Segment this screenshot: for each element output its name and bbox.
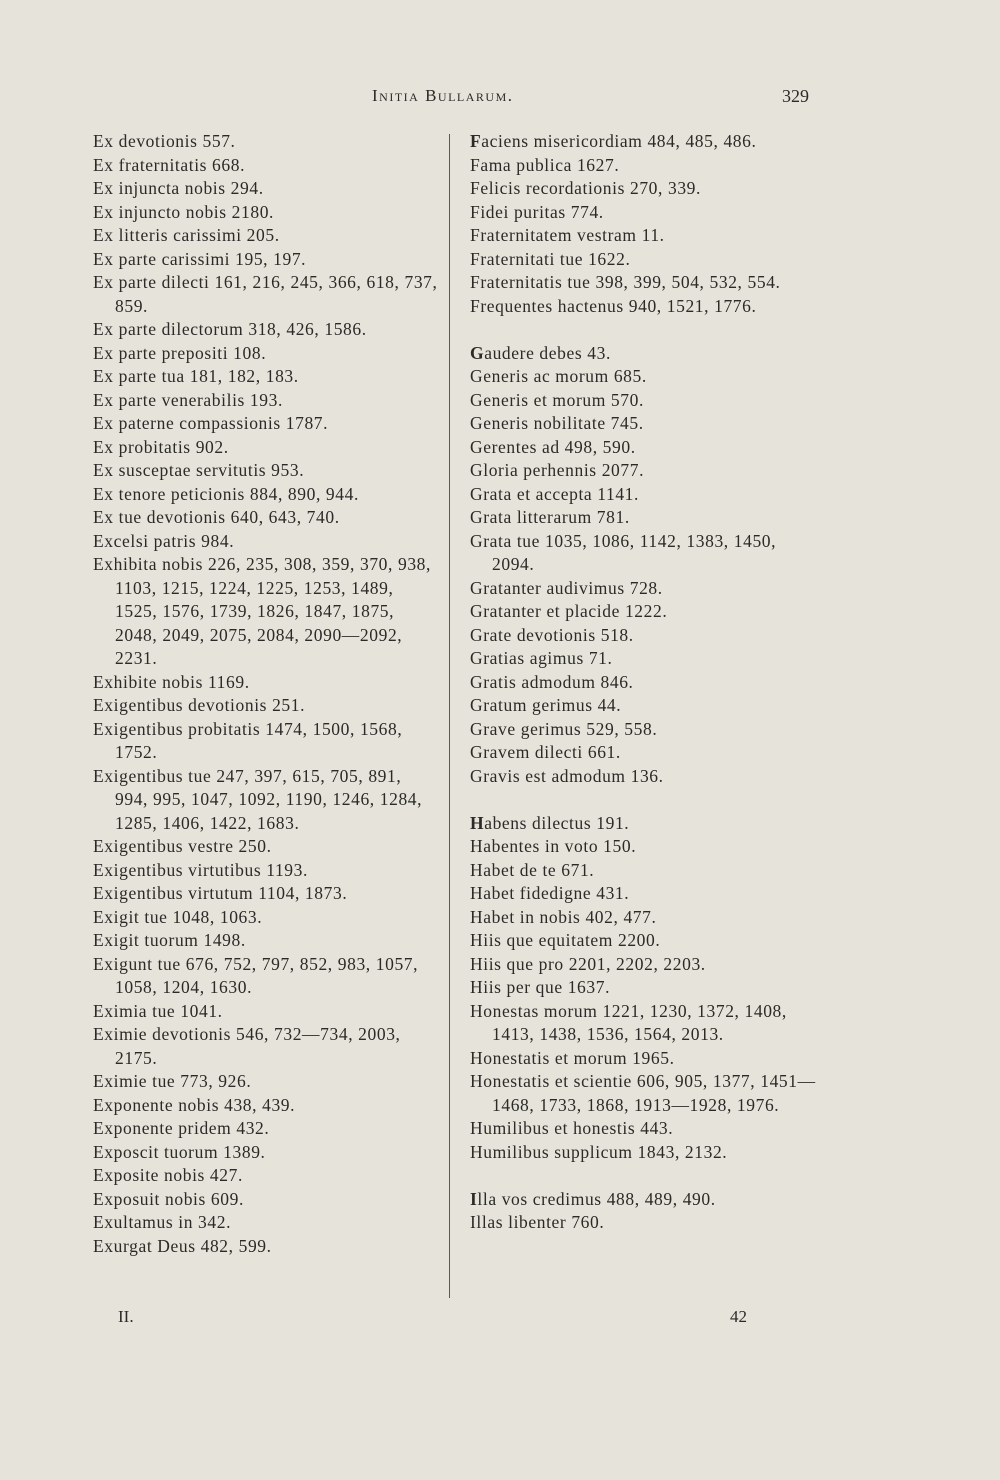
index-entry-text: audere debes 43.: [484, 342, 611, 363]
index-entry-text: lla vos credimus 488, 489, 490.: [477, 1188, 716, 1209]
index-entry: Ex injuncta nobis 294.: [93, 178, 264, 198]
index-entry: [470, 906, 822, 930]
index-entry: [470, 436, 822, 460]
running-head: [0, 86, 1000, 110]
index-entry: [470, 647, 822, 671]
index-entry: [470, 295, 822, 319]
index-entry: Ex parte carissimi 195, 197.: [93, 248, 307, 269]
index-entry-text: Generis ac morum 685.: [470, 366, 647, 386]
section-initial: F: [470, 131, 482, 151]
index-entry: [470, 1000, 822, 1047]
index-entry: Eximia tue 1041.: [93, 1000, 223, 1021]
index-entry: Exigentibus tue 247, 397, 615, 705, 891, 994, 995, 1047, 1092, 1190, 1246, 1284, 1285, 1406, 1422, 1683.: [93, 765, 423, 833]
index-entry-text: Honestatis et morum 1965.: [470, 1047, 675, 1068]
index-entry-text: Honestas morum 1221, 1230, 1372, 1408, 1413, 1438, 1536, 1564, 2013.: [470, 1000, 787, 1044]
index-entry-text: Gratias agimus 71.: [470, 648, 613, 668]
index-entry: [470, 154, 822, 178]
index-entry: [470, 929, 822, 953]
index-entry: Ex parte prepositi 108.: [93, 342, 267, 363]
index-entry-text: Gratanter audivimus 728.: [470, 577, 663, 598]
index-entry: Ex parte venerabilis 193.: [93, 389, 283, 410]
index-entry-text: abens dilectus 191.: [484, 812, 630, 833]
index-entry-text: Habentes in voto 150.: [470, 836, 637, 856]
index-entry-text: Habet de te 671.: [470, 859, 595, 880]
index-entry: Exhibite nobis 1169.: [93, 671, 250, 692]
index-entry: [470, 976, 822, 1000]
section-gap: [470, 788, 822, 812]
index-entry: Ex probitatis 902.: [93, 436, 229, 457]
index-entry-text: aciens misericordiam 484, 485, 486.: [481, 131, 757, 151]
index-entry: [470, 718, 822, 742]
section-initial: I: [470, 1188, 478, 1209]
section-gap: [470, 1164, 822, 1188]
index-entry: [470, 177, 822, 201]
index-entry: Exigentibus virtutum 1104, 1873.: [93, 883, 348, 903]
index-entry-text: Gravem dilecti 661.: [470, 742, 621, 762]
index-entry-text: Habet in nobis 402, 477.: [470, 906, 657, 927]
index-entry: Ex susceptae servitutis 953.: [93, 460, 305, 480]
index-entry: [470, 506, 822, 530]
index-entry: Exigentibus devotionis 251.: [93, 695, 306, 715]
section-gap: [470, 318, 822, 342]
index-entry: Ex parte tua 181, 182, 183.: [93, 366, 299, 386]
index-entry: Exigentibus vestre 250.: [93, 836, 272, 856]
index-entry: [470, 342, 822, 366]
index-entry: Exposuit nobis 609.: [93, 1188, 244, 1209]
index-entry: [470, 1211, 822, 1235]
index-entry: [470, 812, 822, 836]
index-entry-text: Fama publica 1627.: [470, 154, 620, 175]
index-entry-text: Grata tue 1035, 1086, 1142, 1383, 1450, 2094.: [470, 530, 777, 574]
index-entry: Ex paterne compassionis 1787.: [93, 413, 329, 433]
index-entry: Ex devotionis 557.: [93, 131, 236, 151]
index-entry: Exigunt tue 676, 752, 797, 852, 983, 1057, 1058, 1204, 1630.: [93, 953, 419, 997]
index-entry: [470, 201, 822, 225]
index-entry: Exurgat Deus 482, 599.: [93, 1235, 272, 1256]
index-entry: Exposite nobis 427.: [93, 1165, 243, 1185]
running-head-title: Initia Bullarum.: [372, 86, 514, 105]
index-entry: Ex tenore peticionis 884, 890, 944.: [93, 483, 359, 504]
index-entry: Exigentibus virtutibus 1193.: [93, 859, 308, 880]
gathering-number: 42: [730, 1307, 747, 1326]
index-entry: Eximie tue 773, 926.: [93, 1071, 252, 1091]
index-entry: Excelsi patris 984.: [93, 530, 235, 551]
index-entry: Ex parte dilectorum 318, 426, 1586.: [93, 319, 367, 339]
index-entry-text: Fidei puritas 774.: [470, 201, 604, 222]
index-entry: Eximie devotionis 546, 732—734, 2003, 2175.: [93, 1024, 401, 1068]
index-entry: Ex parte dilecti 161, 216, 245, 366, 618, 737, 859.: [93, 272, 438, 316]
index-entry-text: Illas libenter 760.: [470, 1212, 605, 1232]
index-entry-text: Fraternitatis tue 398, 399, 504, 532, 554.: [470, 272, 781, 292]
index-entry: Ex fraternitatis 668.: [93, 154, 246, 175]
index-entry-text: Grata et accepta 1141.: [470, 483, 639, 504]
index-entry: [470, 1141, 822, 1165]
index-entry: [470, 1188, 822, 1212]
page-number: 329: [782, 86, 809, 106]
index-entry-text: Frequentes hactenus 940, 1521, 1776.: [470, 295, 757, 316]
index-entry: Exigit tue 1048, 1063.: [93, 906, 263, 927]
index-entry: [470, 483, 822, 507]
index-entry-text: Grate devotionis 518.: [470, 624, 634, 645]
index-entry-text: Hiis que equitatem 2200.: [470, 930, 661, 950]
index-entry: [470, 600, 822, 624]
index-entry-text: Humilibus et honestis 443.: [470, 1118, 674, 1138]
index-entry-text: Humilibus supplicum 1843, 2132.: [470, 1141, 728, 1162]
index-column-left: [93, 130, 438, 1258]
index-entry-text: Gratanter et placide 1222.: [470, 601, 668, 621]
column-divider: [449, 134, 450, 1298]
index-entry: [470, 130, 822, 154]
index-entry: [470, 365, 822, 389]
index-entry: [470, 953, 822, 977]
index-entry-text: Gloria perhennis 2077.: [470, 460, 645, 480]
index-entry-text: Felicis recordationis 270, 339.: [470, 178, 701, 198]
index-entry: [470, 224, 822, 248]
index-entry-text: Gratis admodum 846.: [470, 671, 634, 692]
index-entry: [470, 694, 822, 718]
index-entry-text: Grave gerimus 529, 558.: [470, 718, 658, 739]
index-entry: [470, 1117, 822, 1141]
index-entry-text: Fraternitati tue 1622.: [470, 248, 631, 269]
index-entry: [470, 835, 822, 859]
index-entry: [470, 882, 822, 906]
index-entry: [470, 765, 822, 789]
index-entry-text: Hiis que pro 2201, 2202, 2203.: [470, 953, 706, 974]
index-entry: [470, 859, 822, 883]
index-entry-text: Gerentes ad 498, 590.: [470, 436, 636, 457]
index-entry: Exultamus in 342.: [93, 1212, 232, 1232]
index-entry: [470, 389, 822, 413]
index-entry: [470, 248, 822, 272]
index-entry: [470, 530, 822, 577]
index-entry-text: Gravis est admodum 136.: [470, 765, 664, 786]
signature-mark: II.: [118, 1307, 134, 1326]
index-entry-text: Generis nobilitate 745.: [470, 413, 644, 433]
index-entry: [470, 624, 822, 648]
index-entry: [470, 1047, 822, 1071]
index-entry: [470, 271, 822, 295]
index-entry-text: Honestatis et scientie 606, 905, 1377, 1451—1468, 1733, 1868, 1913—1928, 1976.: [470, 1071, 816, 1115]
index-entry: [470, 741, 822, 765]
section-initial: G: [470, 342, 485, 363]
index-entry: [470, 671, 822, 695]
index-entry: Exposcit tuorum 1389.: [93, 1141, 266, 1162]
index-entry-text: Habet fidedigne 431.: [470, 883, 630, 903]
index-entry-text: Grata litterarum 781.: [470, 507, 630, 527]
index-entry-text: Hiis per que 1637.: [470, 977, 611, 997]
index-entry: Exigentibus probitatis 1474, 1500, 1568, 1752.: [93, 718, 403, 762]
index-column-right: [470, 130, 822, 1235]
index-entry-text: Fraternitatem vestram 11.: [470, 225, 665, 245]
index-entry: Ex tue devotionis 640, 643, 740.: [93, 507, 340, 527]
index-entry: [470, 412, 822, 436]
index-entry: Exigit tuorum 1498.: [93, 930, 246, 950]
index-entry: Ex litteris carissimi 205.: [93, 225, 280, 245]
index-entry-text: Gratum gerimus 44.: [470, 695, 622, 715]
index-entry: Exhibita nobis 226, 235, 308, 359, 370, 938, 1103, 1215, 1224, 1225, 1253, 1489, 1525, 1576, 1739, 1826, 1847, 1875, 2048, 2049, 2075, 2084, 2090—2092, 2231.: [93, 554, 431, 668]
index-entry: Exponente pridem 432.: [93, 1118, 270, 1138]
section-initial: H: [470, 812, 485, 833]
index-entry-text: Generis et morum 570.: [470, 389, 644, 410]
index-entry: [470, 577, 822, 601]
index-entry: [470, 459, 822, 483]
index-entry: Ex injuncto nobis 2180.: [93, 201, 275, 222]
index-entry: [470, 1070, 822, 1117]
index-entry: Exponente nobis 438, 439.: [93, 1094, 296, 1115]
